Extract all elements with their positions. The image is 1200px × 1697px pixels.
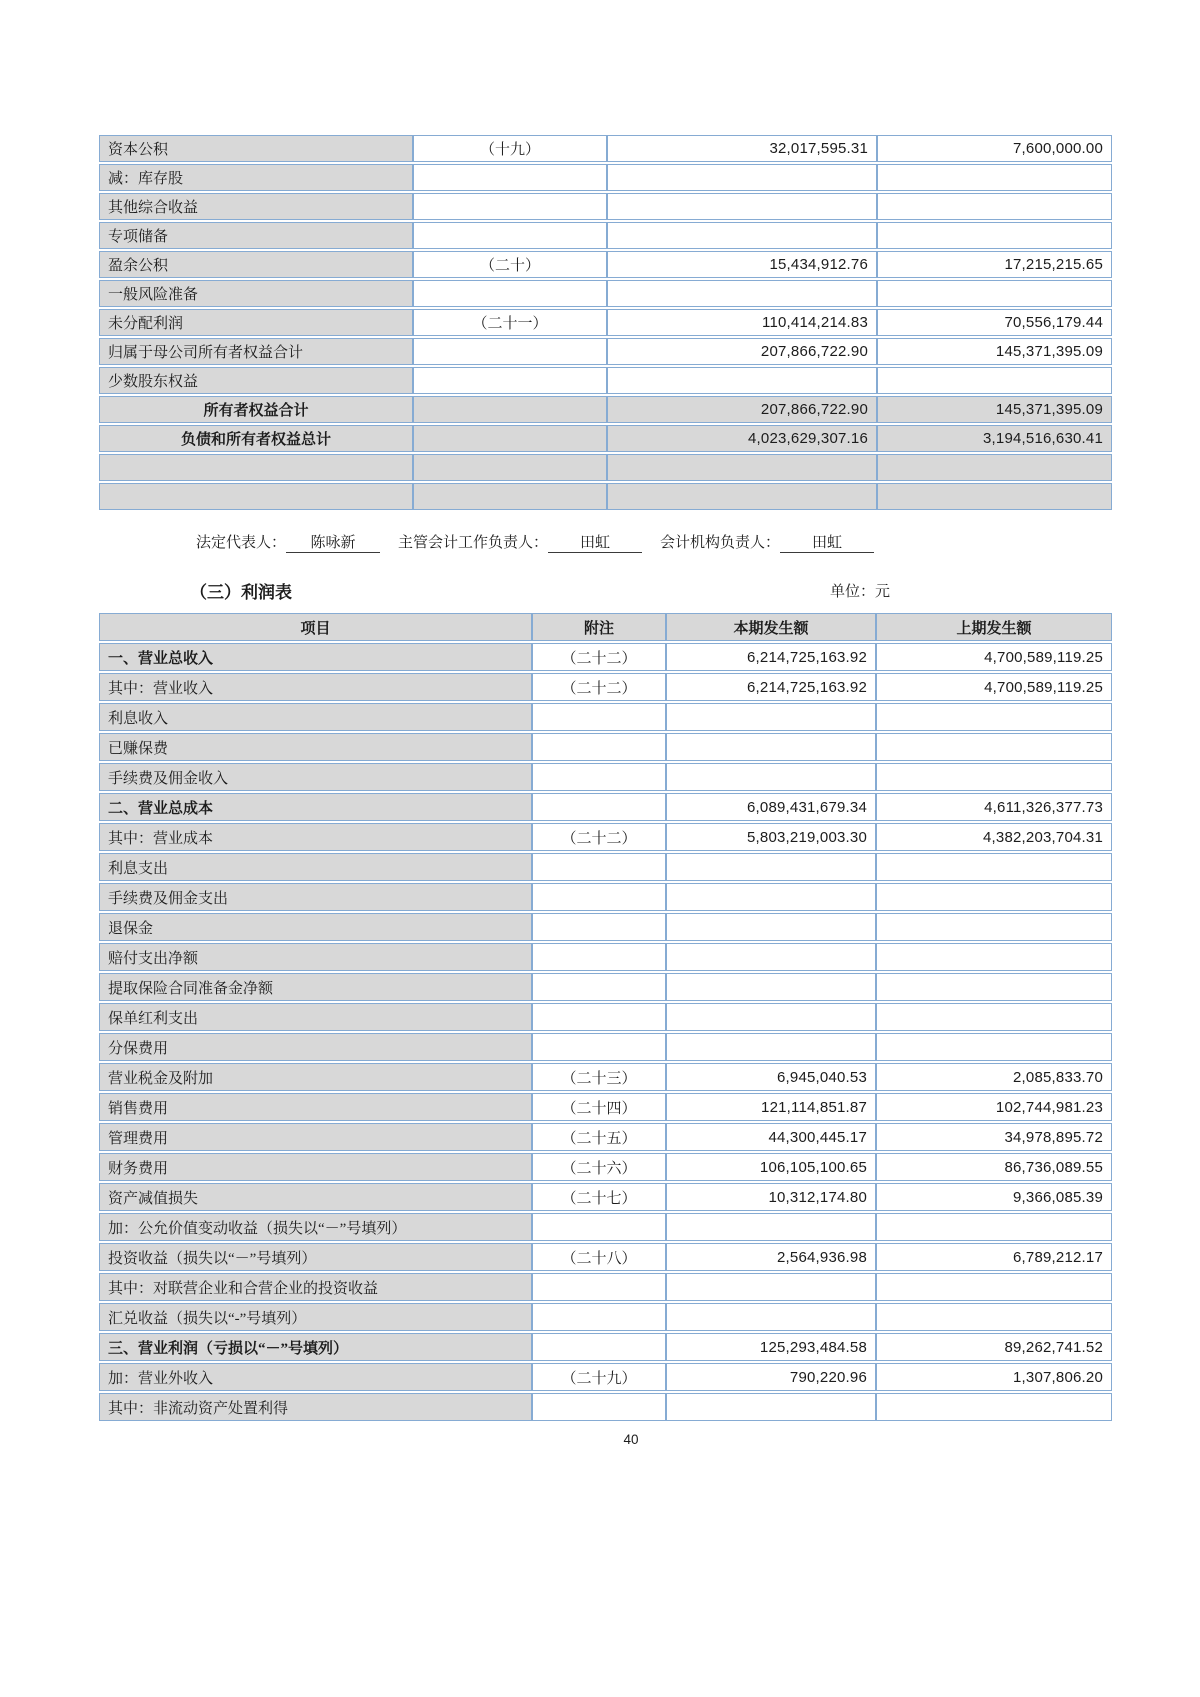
prior-period-amount-cell: 86,736,089.55	[876, 1153, 1112, 1181]
row-label-cell: 分保费用	[99, 1033, 532, 1061]
note-reference-cell	[532, 763, 666, 791]
note-reference-cell: （二十八）	[532, 1243, 666, 1271]
row-label-cell: 提取保险合同准备金净额	[99, 973, 532, 1001]
prior-period-amount-cell	[876, 1273, 1112, 1301]
signature-line	[196, 531, 874, 553]
table-row	[99, 425, 1112, 452]
prior-period-amount-cell	[876, 1393, 1112, 1421]
balance-sheet-body	[99, 135, 1112, 510]
table-row	[99, 338, 1112, 365]
note-reference-cell	[532, 913, 666, 941]
table-row	[99, 251, 1112, 278]
prior-period-amount-cell: 2,085,833.70	[876, 1063, 1112, 1091]
note-reference-cell	[532, 1273, 666, 1301]
prior-period-amount-cell: 70,556,179.44	[877, 309, 1112, 336]
current-period-amount-cell	[607, 222, 877, 249]
row-label-cell: 专项储备	[99, 222, 413, 249]
current-period-amount-cell: 4,023,629,307.16	[607, 425, 877, 452]
row-label-cell: 所有者权益合计	[99, 396, 413, 423]
row-label-cell: 归属于母公司所有者权益合计	[99, 338, 413, 365]
prior-period-amount-cell	[877, 483, 1112, 510]
row-label-cell: 二、营业总成本	[99, 793, 532, 821]
row-label-cell: 财务费用	[99, 1153, 532, 1181]
current-period-amount-cell	[607, 280, 877, 307]
prior-period-amount-cell	[876, 733, 1112, 761]
current-period-amount-cell: 15,434,912.76	[607, 251, 877, 278]
row-label-cell: 一般风险准备	[99, 280, 413, 307]
table-row	[99, 853, 1112, 881]
row-label-cell: 利息收入	[99, 703, 532, 731]
currency-unit-label: 单位：元	[830, 584, 891, 600]
note-reference-cell	[532, 973, 666, 1001]
current-period-amount-cell	[607, 164, 877, 191]
note-reference-cell	[532, 883, 666, 911]
note-reference-cell	[532, 703, 666, 731]
note-reference-cell: （二十二）	[532, 673, 666, 701]
table-row	[99, 309, 1112, 336]
current-period-amount-cell	[666, 1273, 876, 1301]
table-row	[99, 913, 1112, 941]
table-row	[99, 733, 1112, 761]
note-reference-cell	[532, 793, 666, 821]
table-row	[99, 1123, 1112, 1151]
table-row	[99, 1033, 1112, 1061]
current-period-amount-cell: 10,312,174.80	[666, 1183, 876, 1211]
note-reference-cell	[413, 193, 607, 220]
table-row	[99, 1063, 1112, 1091]
row-label-cell: 汇兑收益（损失以“-”号填列）	[99, 1303, 532, 1331]
current-period-amount-cell	[666, 1393, 876, 1421]
row-label-cell: 盈余公积	[99, 251, 413, 278]
prior-period-amount-cell: 4,611,326,377.73	[876, 793, 1112, 821]
prior-period-amount-cell: 1,307,806.20	[876, 1363, 1112, 1391]
legal-representative-name: 陈咏新	[286, 531, 380, 553]
table-row	[99, 396, 1112, 423]
table-row	[99, 823, 1112, 851]
note-reference-cell	[413, 338, 607, 365]
current-period-amount-cell: 6,089,431,679.34	[666, 793, 876, 821]
table-row	[99, 1333, 1112, 1361]
note-reference-cell: （二十四）	[532, 1093, 666, 1121]
row-label-cell	[99, 483, 413, 510]
table-row	[99, 793, 1112, 821]
row-label-cell: 加：营业外收入	[99, 1363, 532, 1391]
current-period-amount-cell	[666, 1003, 876, 1031]
table-row	[99, 883, 1112, 911]
column-header: 项目	[99, 613, 532, 641]
note-reference-cell: （二十三）	[532, 1063, 666, 1091]
row-label-cell: 手续费及佣金收入	[99, 763, 532, 791]
prior-period-amount-cell	[877, 222, 1112, 249]
prior-period-amount-cell: 145,371,395.09	[877, 396, 1112, 423]
chief-accounting-officer-name: 田虹	[548, 531, 642, 553]
note-reference-cell: （二十二）	[532, 823, 666, 851]
current-period-amount-cell: 32,017,595.31	[607, 135, 877, 162]
row-label-cell: 手续费及佣金支出	[99, 883, 532, 911]
income-statement-table	[99, 611, 1112, 1423]
note-reference-cell: （二十九）	[532, 1363, 666, 1391]
row-label-cell: 一、营业总收入	[99, 643, 532, 671]
current-period-amount-cell: 790,220.96	[666, 1363, 876, 1391]
prior-period-amount-cell	[876, 1303, 1112, 1331]
note-reference-cell: （二十）	[413, 251, 607, 278]
current-period-amount-cell: 6,214,725,163.92	[666, 673, 876, 701]
current-period-amount-cell	[666, 913, 876, 941]
note-reference-cell	[532, 1213, 666, 1241]
current-period-amount-cell: 6,214,725,163.92	[666, 643, 876, 671]
table-row	[99, 943, 1112, 971]
income-statement-body	[99, 643, 1112, 1421]
note-reference-cell: （二十七）	[532, 1183, 666, 1211]
prior-period-amount-cell	[877, 280, 1112, 307]
note-reference-cell: （二十五）	[532, 1123, 666, 1151]
income-statement-section-title: （三）利润表	[190, 583, 292, 602]
prior-period-amount-cell	[876, 943, 1112, 971]
current-period-amount-cell	[607, 454, 877, 481]
table-row	[99, 1153, 1112, 1181]
current-period-amount-cell	[666, 763, 876, 791]
row-label-cell: 加：公允价值变动收益（损失以“－”号填列）	[99, 1213, 532, 1241]
row-label-cell: 已赚保费	[99, 733, 532, 761]
table-row	[99, 193, 1112, 220]
table-row	[99, 1093, 1112, 1121]
prior-period-amount-cell	[876, 1003, 1112, 1031]
table-row	[99, 643, 1112, 671]
row-label-cell: 其中：对联营企业和合营企业的投资收益	[99, 1273, 532, 1301]
table-row	[99, 1303, 1112, 1331]
row-label-cell	[99, 454, 413, 481]
note-reference-cell	[413, 454, 607, 481]
table-row	[99, 973, 1112, 1001]
chief-accounting-officer-label: 主管会计工作负责人：	[398, 535, 549, 551]
row-label-cell: 少数股东权益	[99, 367, 413, 394]
table-row	[99, 763, 1112, 791]
prior-period-amount-cell	[876, 913, 1112, 941]
row-label-cell: 利息支出	[99, 853, 532, 881]
table-row	[99, 1273, 1112, 1301]
balance-sheet-table	[99, 133, 1112, 512]
current-period-amount-cell: 125,293,484.58	[666, 1333, 876, 1361]
table-row	[99, 673, 1112, 701]
note-reference-cell	[413, 483, 607, 510]
page-number: 40	[623, 1432, 639, 1447]
table-row	[99, 135, 1112, 162]
table-row	[99, 1393, 1112, 1421]
prior-period-amount-cell: 145,371,395.09	[877, 338, 1112, 365]
note-reference-cell	[413, 280, 607, 307]
prior-period-amount-cell	[877, 367, 1112, 394]
header-row	[99, 613, 1112, 641]
accounting-department-head-name: 田虹	[780, 531, 874, 553]
note-reference-cell: （二十二）	[532, 643, 666, 671]
table-row	[99, 367, 1112, 394]
current-period-amount-cell: 44,300,445.17	[666, 1123, 876, 1151]
prior-period-amount-cell	[877, 164, 1112, 191]
prior-period-amount-cell: 17,215,215.65	[877, 251, 1112, 278]
prior-period-amount-cell	[876, 883, 1112, 911]
note-reference-cell: （十九）	[413, 135, 607, 162]
current-period-amount-cell	[607, 367, 877, 394]
note-reference-cell	[532, 733, 666, 761]
current-period-amount-cell: 106,105,100.65	[666, 1153, 876, 1181]
prior-period-amount-cell: 9,366,085.39	[876, 1183, 1112, 1211]
row-label-cell: 退保金	[99, 913, 532, 941]
row-label-cell: 营业税金及附加	[99, 1063, 532, 1091]
row-label-cell: 减：库存股	[99, 164, 413, 191]
table-row	[99, 1213, 1112, 1241]
current-period-amount-cell: 207,866,722.90	[607, 338, 877, 365]
note-reference-cell	[532, 1033, 666, 1061]
prior-period-amount-cell	[876, 973, 1112, 1001]
note-reference-cell	[532, 943, 666, 971]
prior-period-amount-cell: 7,600,000.00	[877, 135, 1112, 162]
table-row	[99, 222, 1112, 249]
prior-period-amount-cell	[877, 454, 1112, 481]
current-period-amount-cell	[666, 1033, 876, 1061]
note-reference-cell	[413, 222, 607, 249]
current-period-amount-cell	[666, 973, 876, 1001]
table-row	[99, 1243, 1112, 1271]
prior-period-amount-cell	[876, 853, 1112, 881]
table-row	[99, 703, 1112, 731]
prior-period-amount-cell	[876, 763, 1112, 791]
table-row	[99, 454, 1112, 481]
current-period-amount-cell: 6,945,040.53	[666, 1063, 876, 1091]
row-label-cell: 管理费用	[99, 1123, 532, 1151]
prior-period-amount-cell: 6,789,212.17	[876, 1243, 1112, 1271]
note-reference-cell	[532, 1393, 666, 1421]
row-label-cell: 未分配利润	[99, 309, 413, 336]
table-row	[99, 164, 1112, 191]
current-period-amount-cell: 2,564,936.98	[666, 1243, 876, 1271]
current-period-amount-cell: 110,414,214.83	[607, 309, 877, 336]
row-label-cell: 其中：营业收入	[99, 673, 532, 701]
current-period-amount-cell	[666, 943, 876, 971]
table-row	[99, 280, 1112, 307]
prior-period-amount-cell: 4,700,589,119.25	[876, 643, 1112, 671]
row-label-cell: 投资收益（损失以“－”号填列）	[99, 1243, 532, 1271]
row-label-cell: 资本公积	[99, 135, 413, 162]
current-period-amount-cell: 207,866,722.90	[607, 396, 877, 423]
accounting-department-head-label: 会计机构负责人：	[660, 535, 781, 551]
note-reference-cell	[532, 1303, 666, 1331]
row-label-cell: 赔付支出净额	[99, 943, 532, 971]
column-header: 附注	[532, 613, 666, 641]
note-reference-cell	[413, 396, 607, 423]
row-label-cell: 三、营业利润（亏损以“－”号填列）	[99, 1333, 532, 1361]
note-reference-cell	[413, 425, 607, 452]
current-period-amount-cell	[607, 483, 877, 510]
table-row	[99, 1003, 1112, 1031]
legal-representative-label: 法定代表人：	[196, 535, 287, 551]
table-row	[99, 1363, 1112, 1391]
row-label-cell: 销售费用	[99, 1093, 532, 1121]
table-row	[99, 1183, 1112, 1211]
current-period-amount-cell	[666, 703, 876, 731]
prior-period-amount-cell	[877, 193, 1112, 220]
row-label-cell: 保单红利支出	[99, 1003, 532, 1031]
income-statement-header	[99, 613, 1112, 641]
prior-period-amount-cell	[876, 703, 1112, 731]
prior-period-amount-cell: 4,382,203,704.31	[876, 823, 1112, 851]
current-period-amount-cell	[607, 193, 877, 220]
note-reference-cell: （二十六）	[532, 1153, 666, 1181]
row-label-cell: 其中：非流动资产处置利得	[99, 1393, 532, 1421]
prior-period-amount-cell: 89,262,741.52	[876, 1333, 1112, 1361]
prior-period-amount-cell: 34,978,895.72	[876, 1123, 1112, 1151]
column-header: 上期发生额	[876, 613, 1112, 641]
column-header: 本期发生额	[666, 613, 876, 641]
note-reference-cell: （二十一）	[413, 309, 607, 336]
note-reference-cell	[532, 1003, 666, 1031]
note-reference-cell	[532, 853, 666, 881]
current-period-amount-cell	[666, 1303, 876, 1331]
prior-period-amount-cell: 102,744,981.23	[876, 1093, 1112, 1121]
row-label-cell: 负债和所有者权益总计	[99, 425, 413, 452]
current-period-amount-cell	[666, 853, 876, 881]
note-reference-cell	[413, 164, 607, 191]
current-period-amount-cell	[666, 733, 876, 761]
prior-period-amount-cell: 4,700,589,119.25	[876, 673, 1112, 701]
current-period-amount-cell	[666, 1213, 876, 1241]
table-row	[99, 483, 1112, 510]
note-reference-cell	[413, 367, 607, 394]
current-period-amount-cell: 121,114,851.87	[666, 1093, 876, 1121]
row-label-cell: 其他综合收益	[99, 193, 413, 220]
prior-period-amount-cell	[876, 1213, 1112, 1241]
row-label-cell: 其中：营业成本	[99, 823, 532, 851]
prior-period-amount-cell	[876, 1033, 1112, 1061]
note-reference-cell	[532, 1333, 666, 1361]
prior-period-amount-cell: 3,194,516,630.41	[877, 425, 1112, 452]
current-period-amount-cell	[666, 883, 876, 911]
current-period-amount-cell: 5,803,219,003.30	[666, 823, 876, 851]
row-label-cell: 资产减值损失	[99, 1183, 532, 1211]
